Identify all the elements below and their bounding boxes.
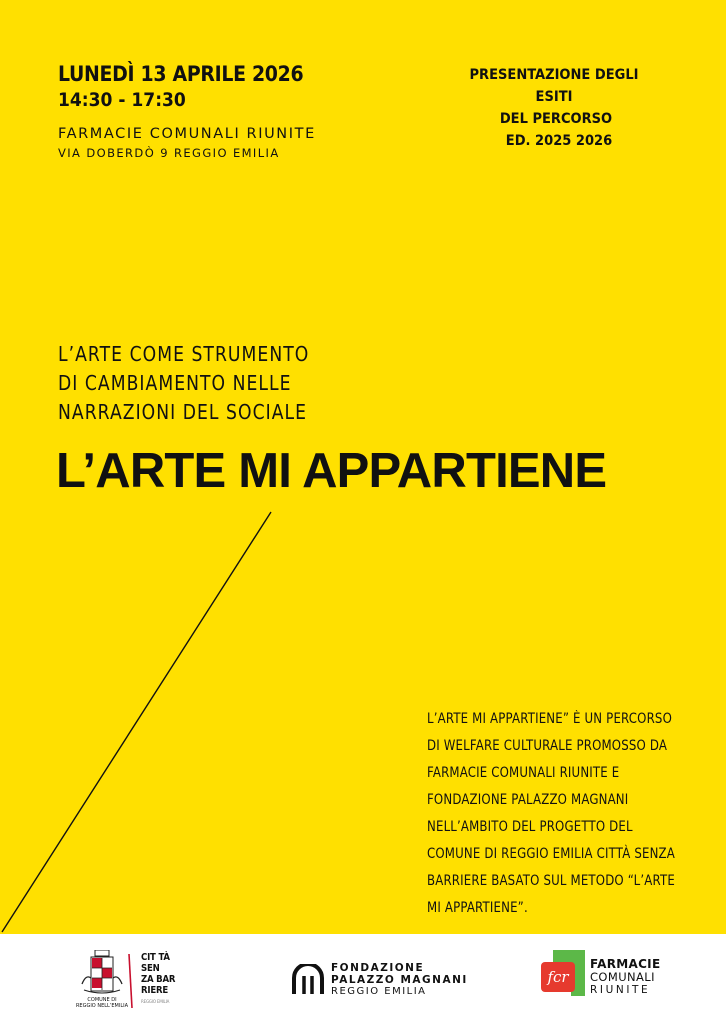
description-line: COMUNE DI REGGIO EMILIA CITTÀ SENZA (427, 846, 675, 862)
subtitle-line: NARRAZIONI DEL SOCIALE (58, 400, 308, 424)
event-info (58, 62, 316, 160)
event-time: 14:30 - 17:30 (58, 89, 186, 111)
event-address: VIA DOBERDÒ 9 REGGIO EMILIA (58, 146, 280, 160)
presentation-line: DEL PERCORSO (499, 111, 613, 127)
presentation-note (454, 64, 654, 152)
description-line: NELL’AMBITO DEL PROGETTO DEL (427, 819, 633, 835)
description-line: DI WELFARE CULTURALE PROMOSSO DA (427, 738, 668, 754)
description-line: MI APPARTIENE”. (427, 900, 528, 916)
subtitle-line: L’ARTE COME STRUMENTO (58, 342, 310, 366)
description-line: BARRIERE BASATO SUL METODO “L’ARTE (427, 873, 675, 889)
presentation-line: ED. 2025 2026 (505, 133, 613, 149)
palazzo-magnani-icon (292, 964, 324, 996)
farmacie-comunali-logo: FARMACIE COMUNALI RIUNITE (590, 957, 661, 996)
comune-label: COMUNE DI REGGIO NELL’EMILIA (75, 997, 129, 1009)
description-line: FARMACIE COMUNALI RIUNITE E (427, 765, 620, 781)
citta-divider-icon (128, 954, 134, 1008)
fcr-monogram: fcr (547, 968, 569, 986)
farmacie-cross-icon (541, 950, 585, 1000)
presentation-line: PRESENTAZIONE DEGLI ESITI (469, 67, 639, 105)
description (427, 706, 679, 922)
subtitle (58, 340, 309, 427)
event-venue: FARMACIE COMUNALI RIUNITE (58, 126, 316, 142)
subtitle-line: DI CAMBIAMENTO NELLE (58, 371, 292, 395)
description-line: FONDAZIONE PALAZZO MAGNANI (427, 792, 629, 808)
event-date: LUNEDÌ 13 APRILE 2026 (58, 62, 304, 86)
sponsor-footer (0, 934, 726, 1024)
palazzo-magnani-logo: FONDAZIONE PALAZZO MAGNANI REGGIO EMILIA (331, 962, 468, 997)
description-line: L’ARTE MI APPARTIENE” È UN PERCORSO (427, 711, 672, 727)
main-title: L’ARTE MI APPARTIENE (56, 444, 607, 498)
citta-senza-barriere-logo: CIT TÀ SEN ZA BAR RIERE REGGIO EMILIA (141, 952, 176, 1005)
